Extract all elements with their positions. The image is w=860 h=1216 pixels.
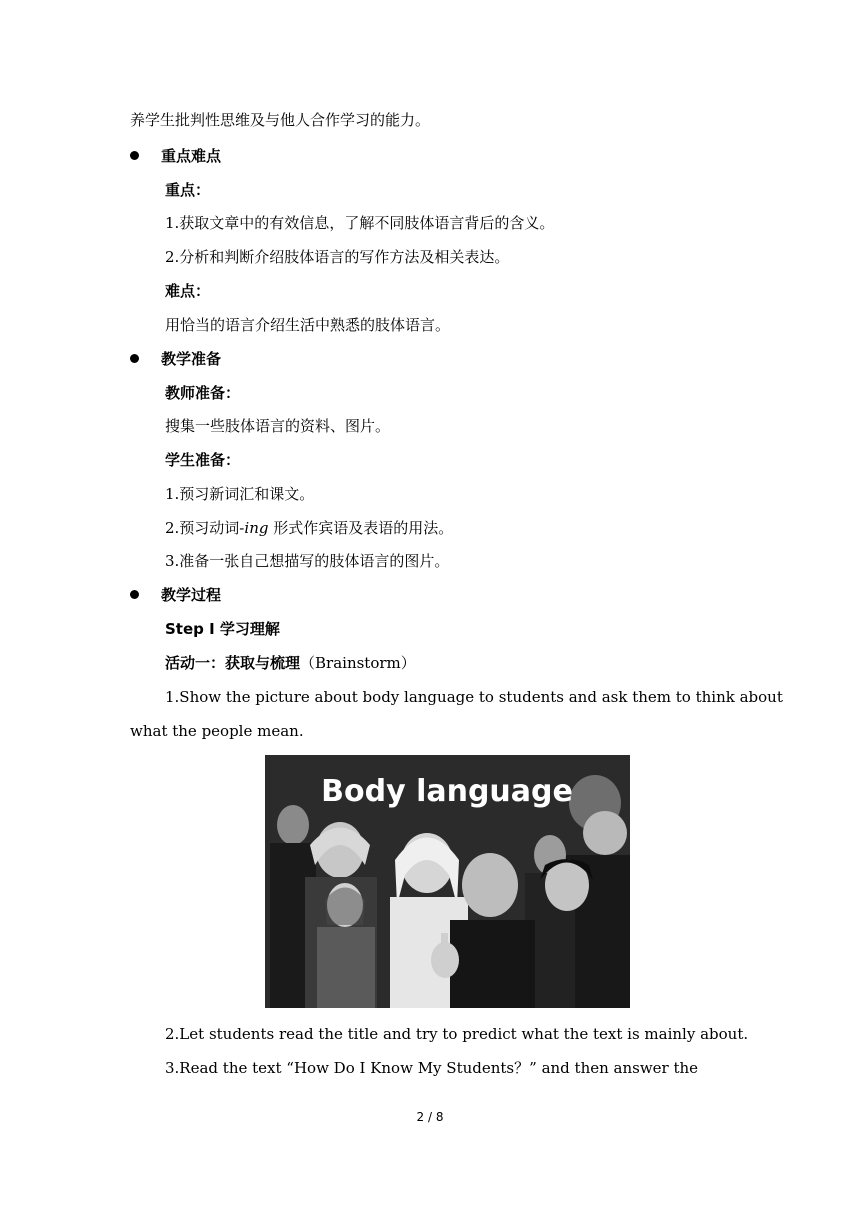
bullet-icon <box>130 354 139 363</box>
body-language-photo <box>265 755 630 1008</box>
bullet-icon <box>130 151 139 160</box>
continued-paragraph: 养学生批判性思维及与他人合作学习的能力。 <box>130 111 431 129</box>
paragraph-line: what the people mean. <box>130 722 304 740</box>
photo-illustration <box>265 755 630 1008</box>
difficulty-item: 用恰当的语言介绍生活中熟悉的肢体语言。 <box>165 316 451 334</box>
key-point-item: 1.获取文章中的有效信息，了解不同肢体语言背后的含义。 <box>165 214 555 232</box>
section-heading-preparation: 教学准备 <box>130 349 221 369</box>
teacher-prep-item: 搜集一些肢体语言的资料、图片。 <box>165 417 391 435</box>
student-prep-item: 3.准备一张自己想描写的肢体语言的图片。 <box>165 552 450 570</box>
section-heading-key-points: 重点难点 <box>130 146 221 166</box>
photo-caption: Body language <box>321 774 573 809</box>
paragraph-line: 3.Read the text “How Do I Know My Students？” and then answer the <box>165 1059 699 1077</box>
difficulty-label: 难点： <box>165 282 211 300</box>
student-prep-item: 1.预习新词汇和课文。 <box>165 485 315 503</box>
bullet-icon <box>130 590 139 599</box>
student-prep-item: 2.预习动词-ing 形式作宾语及表语的用法。 <box>165 519 454 537</box>
paragraph-line: 2.Let students read the title and try to predict what the text is mainly about. <box>165 1025 749 1043</box>
student-prep-label: 学生准备： <box>165 451 241 469</box>
section-heading-process: 教学过程 <box>130 585 221 605</box>
teacher-prep-label: 教师准备： <box>165 384 241 402</box>
activity-heading: 活动一：获取与梳理（Brainstorm） <box>165 654 416 672</box>
step-heading: Step Ⅰ 学习理解 <box>165 620 280 638</box>
key-points-label: 重点： <box>165 181 211 199</box>
paragraph-line: 1.Show the picture about body language to students and ask them to think about <box>165 688 783 706</box>
page-number: 2 / 8 <box>416 1110 444 1124</box>
key-point-item: 2.分析和判断介绍肢体语言的写作方法及相关表达。 <box>165 248 510 266</box>
